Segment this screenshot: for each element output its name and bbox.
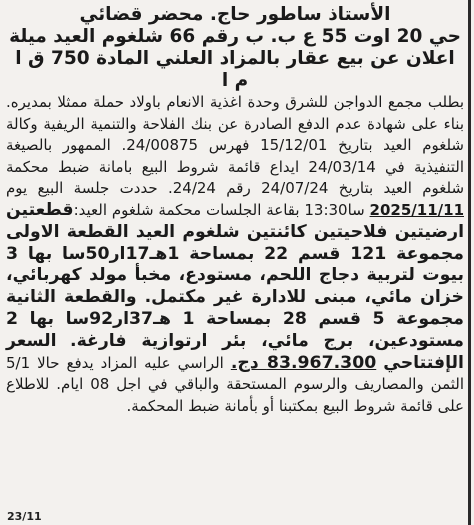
notice-intro: بطلب مجمع الدواجن للشرق وحدة اغذية الانعام باولاد حملة ممثلا بمديره. بناء على شهادة عدم الدفع الصادرة عن بنك الفلاحة والتنمية الريفية وكالة شلغوم العيد بتاريخ 15/12/01 فهرس 24/00875. الممهور بالصيغة التنفيذية في 24/03/14 ايداع قائمة شروط البيع بامانة ضبط محكمة شلغوم العيد بتاريخ 24/07/24 رقم 24/24. حددت جلسة البيع يوم [6,93,465,198]
notice-body [6,92,464,418]
page-code: 23/11 [7,510,42,523]
opening-price-label: السعر الإفتتاحي [6,330,464,373]
lots-description: قطعتين ارضيتين فلاحيتين كائنتين شلغوم العيد القطعة الاولى مجموعة 121 قسم 22 بمساحة 1هـ17ار50سا بها 3 بيوت لتربية دجاج اللحم، مستودع، مخبأ مولد كهربائي، خزان مائي، مبنى للادارة غير مكتمل. والقطعة الثانية مجموعة 5 قسم 28 بمساحة 1 هـ37ار92سا بها 2 مستودعين، برج مائي، بئر ارتوازية فارغة. [6,199,464,351]
payment-terms: الراسي عليه المزاد يدفع حالا 5/1 الثمن والمصاريف والرسوم المستحقة والباقي في اجل 08 ايام. للاطلاع على قائمة شروط البيع بمكتبنا أو بأمانة ضبط المحكمة. [6,353,464,415]
sale-date: 2025/11/11 [369,200,464,219]
bailiff-name: الأستاذ ساطور حاج. محضر قضائي [79,4,391,25]
sale-time-place: سا13:30 بقاعة الجلسات محكمة شلغوم العيد: [73,200,365,219]
notice-title: اعلان عن بيع عقار بالمزاد العلني المادة 750 ق ا م ا [15,48,455,91]
column-rule [468,0,471,525]
bailiff-address: حي 20 اوت 55 ع ب. ب رقم 66 شلغوم العيد ميلة [9,26,461,47]
legal-notice [6,4,464,418]
opening-price: 83.967.300 دج. [230,352,377,373]
